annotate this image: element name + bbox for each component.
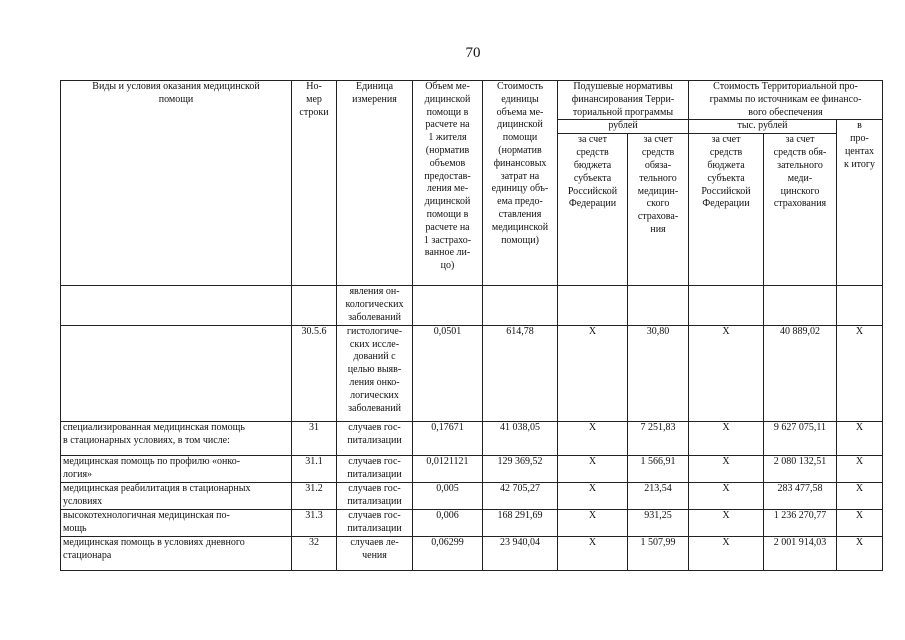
table-row xyxy=(61,536,883,570)
row-tot-budget: Х xyxy=(689,509,764,536)
row-pc-budget: Х xyxy=(558,509,628,536)
table-row xyxy=(61,482,883,509)
row-tot-oms: 283 477,58 xyxy=(764,482,837,509)
row-tot-budget: Х xyxy=(689,536,764,570)
header-pc-budget: за счет средств бюджета субъекта Российской Федерации xyxy=(558,134,628,286)
header-rubles: рублей xyxy=(558,120,689,134)
header-unit-cost: Стоимость единицы объема ме- дицинской помощи (норматив финансовых затрат на единицу объ- ема предо- ставления медицинской помощи) xyxy=(483,81,558,286)
row-number: 31.2 xyxy=(292,482,337,509)
row-cost: 41 038,05 xyxy=(483,421,558,455)
row-percent: Х xyxy=(837,455,883,482)
row-pc-oms: 1 566,91 xyxy=(628,455,689,482)
row-volume: 0,006 xyxy=(413,509,483,536)
row-unit: случаев гос- питализации xyxy=(337,455,413,482)
row-cost: 42 705,27 xyxy=(483,482,558,509)
table-row xyxy=(61,421,883,455)
row-name xyxy=(61,325,292,421)
row-tot-oms: 1 236 270,77 xyxy=(764,509,837,536)
row-volume: 0,06299 xyxy=(413,536,483,570)
header-total-cost-group: Стоимость Территориальной про- граммы по источникам ее финансо- вого обеспечения xyxy=(689,81,883,120)
row-pc-budget: Х xyxy=(558,421,628,455)
row-unit: случаев гос- питализации xyxy=(337,509,413,536)
row-unit: случаев гос- питализации xyxy=(337,421,413,455)
financing-table xyxy=(60,80,883,571)
row-unit: гистологиче- ских иссле- дований с целью выяв- ления онко- логических заболеваний xyxy=(337,325,413,421)
row-pc-oms: 7 251,83 xyxy=(628,421,689,455)
header-tot-budget: за счет средств бюджета субъекта Российской Федерации xyxy=(689,134,764,286)
row-cost: 168 291,69 xyxy=(483,509,558,536)
row-pc-oms: 931,25 xyxy=(628,509,689,536)
row-volume: 0,0501 xyxy=(413,325,483,421)
continuation-unit: явления он- кологических заболеваний xyxy=(337,286,413,325)
row-pc-budget: Х xyxy=(558,325,628,421)
row-tot-oms: 9 627 075,11 xyxy=(764,421,837,455)
row-cost: 129 369,52 xyxy=(483,455,558,482)
row-cost: 23 940,04 xyxy=(483,536,558,570)
row-volume: 0,0121121 xyxy=(413,455,483,482)
row-volume: 0,005 xyxy=(413,482,483,509)
row-tot-budget: Х xyxy=(689,455,764,482)
row-tot-budget: Х xyxy=(689,325,764,421)
row-number: 30.5.6 xyxy=(292,325,337,421)
row-number: 31.1 xyxy=(292,455,337,482)
header-thousand-rubles: тыс. рублей xyxy=(689,120,837,134)
header-row-number: Но- мер строки xyxy=(292,81,337,286)
row-pc-oms: 30,80 xyxy=(628,325,689,421)
table-row xyxy=(61,455,883,482)
row-unit: случаев ле- чения xyxy=(337,536,413,570)
header-percent-total: в про- центах к итогу xyxy=(837,120,883,286)
row-tot-oms: 2 001 914,03 xyxy=(764,536,837,570)
header-volume: Объем ме- дицинской помощи в расчете на 1 жителя (норматив объемов предостав- ления ме- дицинской помощи в расчете на 1 застрахо- ванное ли- цо) xyxy=(413,81,483,286)
row-percent: Х xyxy=(837,536,883,570)
row-name: медицинская реабилитация в стационарных условиях xyxy=(61,482,292,509)
table-row xyxy=(61,509,883,536)
row-unit: случаев гос- питализации xyxy=(337,482,413,509)
row-tot-oms: 40 889,02 xyxy=(764,325,837,421)
row-tot-budget: Х xyxy=(689,482,764,509)
header-per-capita-group: Подушевые нормативы финансирования Терри- ториальной программы xyxy=(558,81,689,120)
row-percent: Х xyxy=(837,421,883,455)
table-row xyxy=(61,325,883,421)
row-pc-oms: 213,54 xyxy=(628,482,689,509)
row-pc-budget: Х xyxy=(558,455,628,482)
header-kinds-conditions: Виды и условия оказания медицинской помощи xyxy=(61,81,292,286)
header-tot-oms: за счет средств обя- зательного меди- цинского страхования xyxy=(764,134,837,286)
continuation-row xyxy=(61,286,883,325)
header-unit: Единица измерения xyxy=(337,81,413,286)
row-name: медицинская помощь в условиях дневного стационара xyxy=(61,536,292,570)
row-tot-oms: 2 080 132,51 xyxy=(764,455,837,482)
row-cost: 614,78 xyxy=(483,325,558,421)
header-pc-oms: за счет средств обяза- тельного медицин- ского страхова- ния xyxy=(628,134,689,286)
row-percent: Х xyxy=(837,509,883,536)
row-pc-budget: Х xyxy=(558,536,628,570)
row-name: высокотехнологичная медицинская по- мощь xyxy=(61,509,292,536)
row-name: специализированная медицинская помощь в стационарных условиях, в том числе: xyxy=(61,421,292,455)
row-number: 32 xyxy=(292,536,337,570)
row-tot-budget: Х xyxy=(689,421,764,455)
row-percent: Х xyxy=(837,325,883,421)
row-number: 31.3 xyxy=(292,509,337,536)
header-row xyxy=(61,81,883,120)
row-pc-budget: Х xyxy=(558,482,628,509)
row-number: 31 xyxy=(292,421,337,455)
row-name: медицинская помощь по профилю «онко- логия» xyxy=(61,455,292,482)
row-pc-oms: 1 507,99 xyxy=(628,536,689,570)
row-volume: 0,17671 xyxy=(413,421,483,455)
row-percent: Х xyxy=(837,482,883,509)
page-number: 70 xyxy=(465,45,481,61)
